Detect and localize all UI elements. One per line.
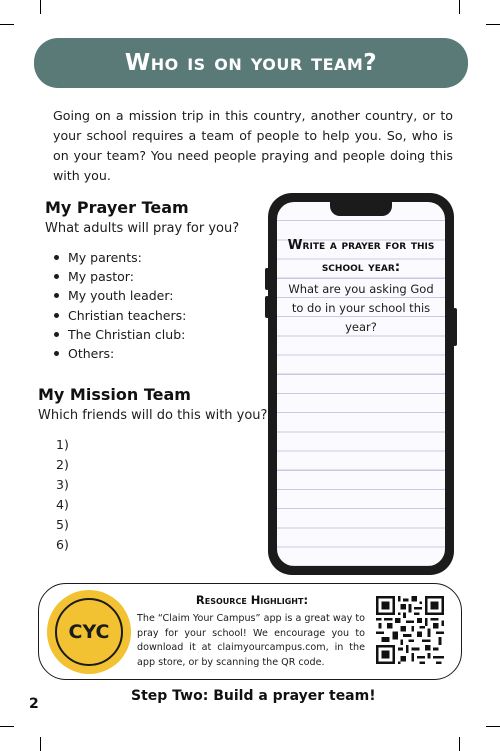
list-item: 4) [56,497,69,512]
phone-heading: Write a prayer for this school year: [287,237,435,275]
crop-mark [459,0,460,14]
phone-screen-content [277,226,445,338]
list-item: 1) [56,437,69,452]
phone-screen [277,202,445,566]
resource-highlight-box [38,583,462,680]
phone-illustration [268,193,454,575]
prayer-team-heading: My Prayer Team [45,198,189,217]
resource-heading: Resource Highlight: [195,593,309,607]
list-item: Others: [52,344,186,363]
footer-step-text: Step Two: Build a prayer team! [131,688,376,704]
list-item: Christian teachers: [52,306,186,325]
list-item: 6) [56,537,69,552]
list-item: 3) [56,477,69,492]
mission-team-heading: My Mission Team [38,385,191,404]
list-item: My pastor: [52,267,186,286]
list-item: The Christian club: [52,325,186,344]
list-item: My parents: [52,248,186,267]
crop-mark [486,24,500,25]
crop-mark [40,737,41,751]
crop-mark [0,24,14,25]
list-item: 5) [56,517,69,532]
resource-body: The “Claim Your Campus” app is a great way to pray for your school! We encourage you to download it at claimyourcampus.com, in the app store, or by scanning the QR code. [137,613,365,668]
crop-mark [486,726,500,727]
mission-team-list [56,435,69,555]
crop-mark [40,0,41,14]
page-number: 2 [29,696,39,712]
crop-mark [0,726,14,727]
qr-code-icon[interactable] [376,596,444,664]
list-item: 2) [56,457,69,472]
page-title: Who is on your team? [124,50,378,76]
cyc-logo [47,590,131,674]
list-item: My youth leader: [52,286,186,305]
intro-paragraph: Going on a mission trip in this country, another country, or to your school requires a team of people to help you. So, who is on your team? You need people praying and people doing this with you. [53,108,453,183]
cyc-logo-text: CYC [68,621,110,643]
prayer-team-list [52,248,186,363]
title-banner [34,38,468,88]
phone-notch [330,202,392,216]
prayer-team-question: What adults will pray for you? [45,221,240,236]
mission-team-question: Which friends will do this with you? [38,408,268,423]
phone-question: What are you asking God to do in your school this year? [288,282,434,335]
crop-mark [459,737,460,751]
